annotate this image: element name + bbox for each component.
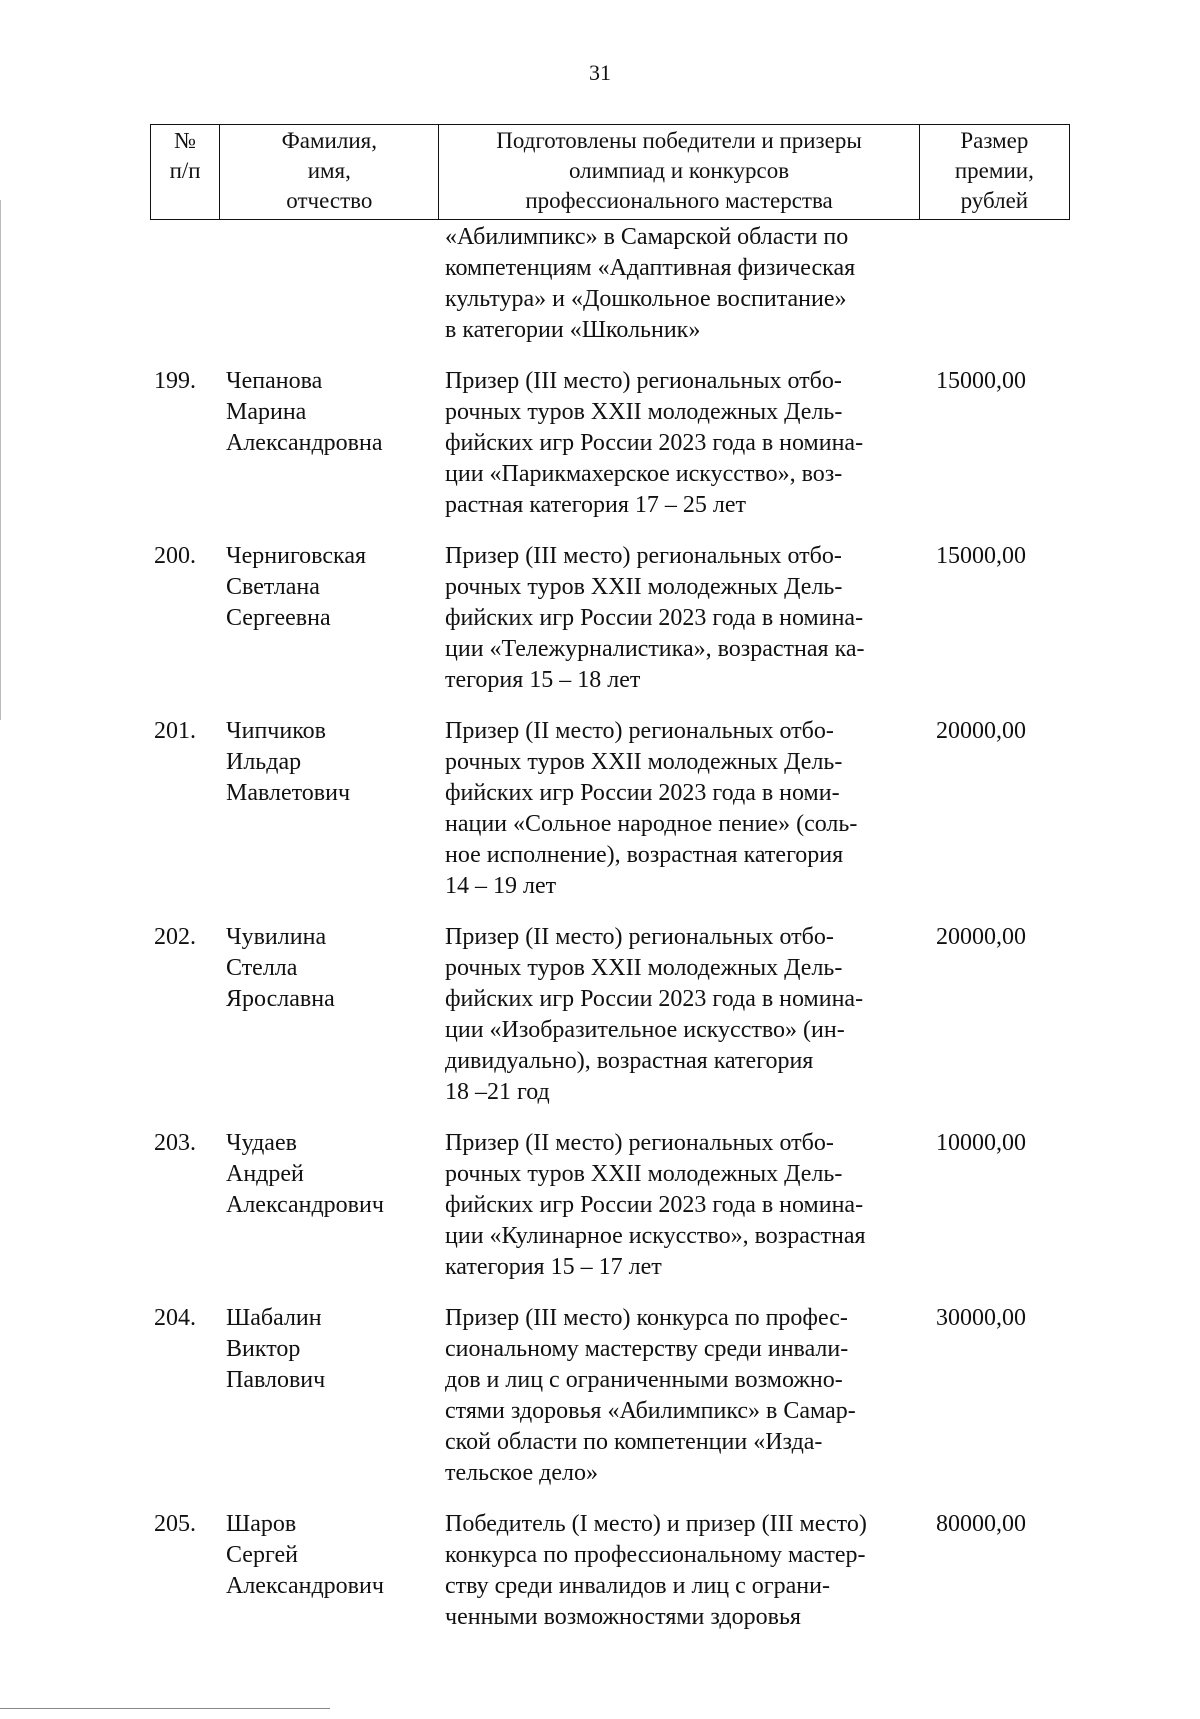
table-row	[150, 541, 1070, 696]
description-line: тельское дело»	[445, 1460, 598, 1486]
table-row-continuation	[150, 222, 1070, 346]
row-name	[216, 366, 435, 521]
row-prize: 20000,00	[936, 924, 1026, 950]
description-line: ской области по компетенции «Изда-	[445, 1429, 823, 1455]
header-name-line: отчество	[286, 188, 373, 213]
description-line: ству среди инвалидов и лиц с ограни-	[445, 1573, 830, 1599]
header-name	[220, 125, 439, 220]
description-line: растная категория 17 – 25 лет	[445, 492, 747, 518]
row-description	[435, 222, 909, 346]
header-description-line: олимпиад и конкурсов	[568, 158, 790, 183]
description-line: «Абилимпикс» в Самарской области по	[445, 224, 849, 250]
description-line: Призер (III место) региональных отбо-	[445, 368, 842, 394]
name-line: Чудаев	[226, 1130, 297, 1156]
description-line: культура» и «Дошкольное воспитание»	[445, 286, 847, 312]
row-prize: 80000,00	[936, 1511, 1026, 1537]
description-line: ции «Тележурналистика», возрастная ка-	[445, 636, 865, 662]
description-line: ции «Кулинарное искусство», возрастная	[445, 1223, 866, 1249]
name-line: Чувилина	[226, 924, 327, 950]
name-line: Чипчиков	[226, 718, 326, 744]
description-line: тегория 15 – 18 лет	[445, 667, 641, 693]
row-name	[216, 1303, 435, 1489]
table-row	[150, 1128, 1070, 1283]
row-name	[216, 222, 435, 346]
description-line: Призер (III место) конкурса по профес-	[445, 1305, 848, 1331]
description-line: 18 –21 год	[445, 1079, 550, 1105]
header-number-line: п/п	[169, 158, 201, 183]
name-line: Виктор	[226, 1336, 301, 1362]
row-description	[435, 1509, 909, 1633]
row-number: 201.	[154, 718, 196, 744]
table-row	[150, 716, 1070, 902]
name-line: Ярославна	[226, 986, 335, 1012]
header-number	[151, 125, 220, 220]
description-line: конкурса по профессиональному мастер-	[445, 1542, 866, 1568]
row-description	[435, 541, 909, 696]
description-line: ченными возможностями здоровья	[445, 1604, 801, 1630]
name-line: Светлана	[226, 574, 320, 600]
header-description	[439, 125, 919, 220]
row-number: 199.	[154, 368, 196, 394]
row-number: 202.	[154, 924, 196, 950]
header-description-line: Подготовлены победители и призеры	[496, 128, 862, 153]
description-line: сиональному мастерству среди инвали-	[445, 1336, 849, 1362]
row-description	[435, 366, 909, 521]
description-line: Призер (II место) региональных отбо-	[445, 924, 834, 950]
row-description	[435, 922, 909, 1108]
row-prize: 10000,00	[936, 1130, 1026, 1156]
description-line: фийских игр России 2023 года в номина-	[445, 430, 864, 456]
row-number	[150, 222, 216, 346]
description-line: дов и лиц с ограниченными возможно-	[445, 1367, 843, 1393]
table-body	[150, 222, 1070, 1653]
header-prize-line: премии,	[954, 158, 1034, 183]
name-line: Сергеевна	[226, 605, 331, 631]
name-line: Чепанова	[226, 368, 323, 394]
description-line: стями здоровья «Абилимпикс» в Самар-	[445, 1398, 856, 1424]
table-row	[150, 366, 1070, 521]
description-line: рочных туров XXII молодежных Дель-	[445, 749, 843, 775]
row-number: 203.	[154, 1130, 196, 1156]
scan-bottom-line	[0, 1708, 330, 1709]
name-line: Черниговская	[226, 543, 367, 569]
description-line: фийских игр России 2023 года в номи-	[445, 780, 840, 806]
name-line: Шаров	[226, 1511, 297, 1537]
name-line: Андрей	[226, 1161, 304, 1187]
row-prize: 20000,00	[936, 718, 1026, 744]
header-name-line: имя,	[307, 158, 351, 183]
name-line: Александрович	[226, 1573, 384, 1599]
description-line: ции «Парикмахерское искусство», воз-	[445, 461, 843, 487]
description-line: фийских игр России 2023 года в номина-	[445, 986, 864, 1012]
row-description	[435, 1128, 909, 1283]
scan-edge-line	[0, 200, 1, 720]
description-line: Призер (II место) региональных отбо-	[445, 1130, 834, 1156]
description-line: дивидуально), возрастная категория	[445, 1048, 814, 1074]
header-prize-line: рублей	[960, 188, 1029, 213]
description-line: категория 15 – 17 лет	[445, 1254, 662, 1280]
row-name	[216, 1509, 435, 1633]
description-line: фийских игр России 2023 года в номина-	[445, 605, 864, 631]
description-line: рочных туров XXII молодежных Дель-	[445, 1161, 843, 1187]
header-prize-line: Размер	[960, 128, 1029, 153]
description-line: рочных туров XXII молодежных Дель-	[445, 574, 843, 600]
header-prize	[919, 125, 1069, 220]
name-line: Павлович	[226, 1367, 326, 1393]
row-description	[435, 716, 909, 902]
description-line: в категории «Школьник»	[445, 317, 701, 343]
name-line: Стелла	[226, 955, 298, 981]
description-line: 14 – 19 лет	[445, 873, 557, 899]
name-line: Мавлетович	[226, 780, 351, 806]
table-row	[150, 1509, 1070, 1633]
header-name-line: Фамилия,	[281, 128, 377, 153]
row-prize: 15000,00	[936, 368, 1026, 394]
row-name	[216, 541, 435, 696]
name-line: Александрович	[226, 1192, 384, 1218]
description-line: компетенциям «Адаптивная физическая	[445, 255, 856, 281]
description-line: рочных туров XXII молодежных Дель-	[445, 399, 843, 425]
name-line: Марина	[226, 399, 307, 425]
name-line: Шабалин	[226, 1305, 322, 1331]
name-line: Сергей	[226, 1542, 298, 1568]
row-prize: 15000,00	[936, 543, 1026, 569]
row-number: 200.	[154, 543, 196, 569]
row-name	[216, 1128, 435, 1283]
page-number: 31	[589, 60, 611, 85]
header-number-line: №	[174, 128, 197, 153]
row-prize: 30000,00	[936, 1305, 1026, 1331]
description-line: ное исполнение), возрастная категория	[445, 842, 844, 868]
description-line: Призер (II место) региональных отбо-	[445, 718, 834, 744]
name-line: Ильдар	[226, 749, 302, 775]
table-header	[150, 124, 1070, 220]
description-line: фийских игр России 2023 года в номина-	[445, 1192, 864, 1218]
description-line: нации «Сольное народное пение» (соль-	[445, 811, 858, 837]
table-header-row	[151, 125, 1070, 220]
row-name	[216, 922, 435, 1108]
table-row	[150, 1303, 1070, 1489]
row-prize	[909, 222, 1070, 346]
name-line: Александровна	[226, 430, 383, 456]
description-line: ции «Изобразительное искусство» (ин-	[445, 1017, 845, 1043]
table-row	[150, 922, 1070, 1108]
description-line: Призер (III место) региональных отбо-	[445, 543, 842, 569]
row-description	[435, 1303, 909, 1489]
row-name	[216, 716, 435, 902]
row-number: 205.	[154, 1511, 196, 1537]
description-line: рочных туров XXII молодежных Дель-	[445, 955, 843, 981]
header-description-line: профессионального мастерства	[525, 188, 833, 213]
row-number: 204.	[154, 1305, 196, 1331]
description-line: Победитель (I место) и призер (III место)	[445, 1511, 867, 1537]
